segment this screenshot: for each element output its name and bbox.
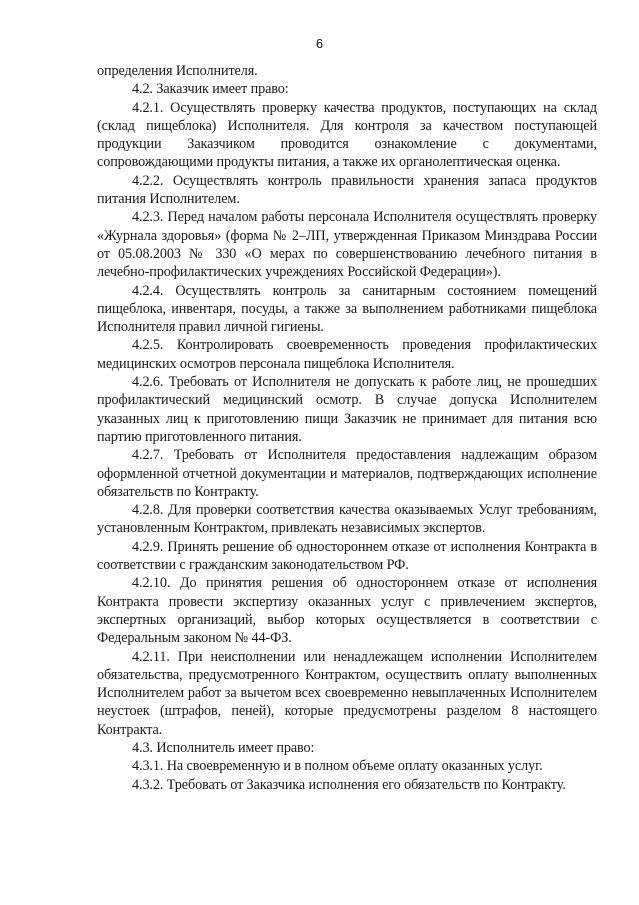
clause-4-2-11: 4.2.11. При неисполнении или ненадлежащем исполнении Исполнителем обязательства, предусмотренного Контрактом, осуществить оплату выполненных Исполнителем работ за вычетом всех своевременно невыплаченных Исполнителем неустоек (штрафов, пеней), которые предусмотрены разделом 8 настоящего Контракта. [97, 648, 597, 738]
clause-4-2-7: 4.2.7. Требовать от Исполнителя предоставления надлежащим образом оформленной отчетной документации и материалов, подтверждающих исполнение обязательств по Контракту. [97, 447, 597, 500]
clause-4-2-9: 4.2.9. Принять решение об одностороннем отказе от исполнения Контракта в соответствии с гражданским законодательством РФ. [97, 538, 597, 574]
clause-4-2-10: 4.2.10. До принятия решения об одностороннем отказе от исполнения Контракта провести экспертизу оказанных услуг с привлечением экспертов, экспертных организаций, выбор которых осуществляется в соответствии с Федеральным законом № 44-ФЗ. [97, 575, 597, 647]
clause-4-2-1: 4.2.1. Осуществлять проверку качества продуктов, поступающих на склад (склад пищеблока) Исполнителя. Для контроля за качеством поступающей продукции Заказчиком проводится ознакомление с документами, сопровождающими продукты питания, а также их органолептическая оценка. [97, 99, 597, 171]
clause-4-2-6: 4.2.6. Требовать от Исполнителя не допускать к работе лиц, не прошедших профилактический медицинский осмотр. В случае допуска Исполнителем указанных лиц к приготовлению пищи Заказчик не принимает для питания всю партию приготовленного питания. [97, 374, 597, 445]
section-4-3-heading: 4.3. Исполнитель имеет право: [132, 739, 315, 756]
clause-4-2-8: 4.2.8. Для проверки соответствия качества оказываемых Услуг требованиям, установленным Контрактом, привлекать независимых экспертов. [97, 502, 597, 537]
section-4-2-heading: 4.2. Заказчик имеет право: [132, 81, 289, 98]
clause-4-2-4: 4.2.4. Осуществлять контроль за санитарным состоянием помещений пищеблока, инвентаря, посуды, а также за выполнением работниками пищеблока Исполнителя правил личной гигиены. [97, 282, 597, 336]
paragraph-continuation: определения Исполнителя. [97, 63, 258, 79]
clause-4-2-5: 4.2.5. Контролировать своевременность проведения профилактических медицинских осмотров персонала пищеблока Исполнителя. [97, 337, 597, 372]
clause-4-2-3: 4.2.3. Перед началом работы персонала Исполнителя осуществлять проверку «Журнала здоровья» (форма № 2–ЛП, утвержденная Приказом Минздрава России от 05.08.2003 № 330 «О мерах по совершенствованию лечебного питания в лечебно-профилактических учреждениях Российской Федерации»). [97, 209, 597, 281]
clause-4-2-2: 4.2.2. Осуществлять контроль правильности хранения запаса продуктов питания Исполнителем. [97, 172, 597, 208]
clause-4-3-2: 4.3.2. Требовать от Заказчика исполнения его обязательств по Контракту. [132, 776, 566, 793]
document-body [97, 62, 597, 794]
clause-4-3-1: 4.3.1. На своевременную и в полном объеме оплату оказанных услуг. [132, 758, 543, 775]
page-number: 6 [315, 36, 324, 51]
